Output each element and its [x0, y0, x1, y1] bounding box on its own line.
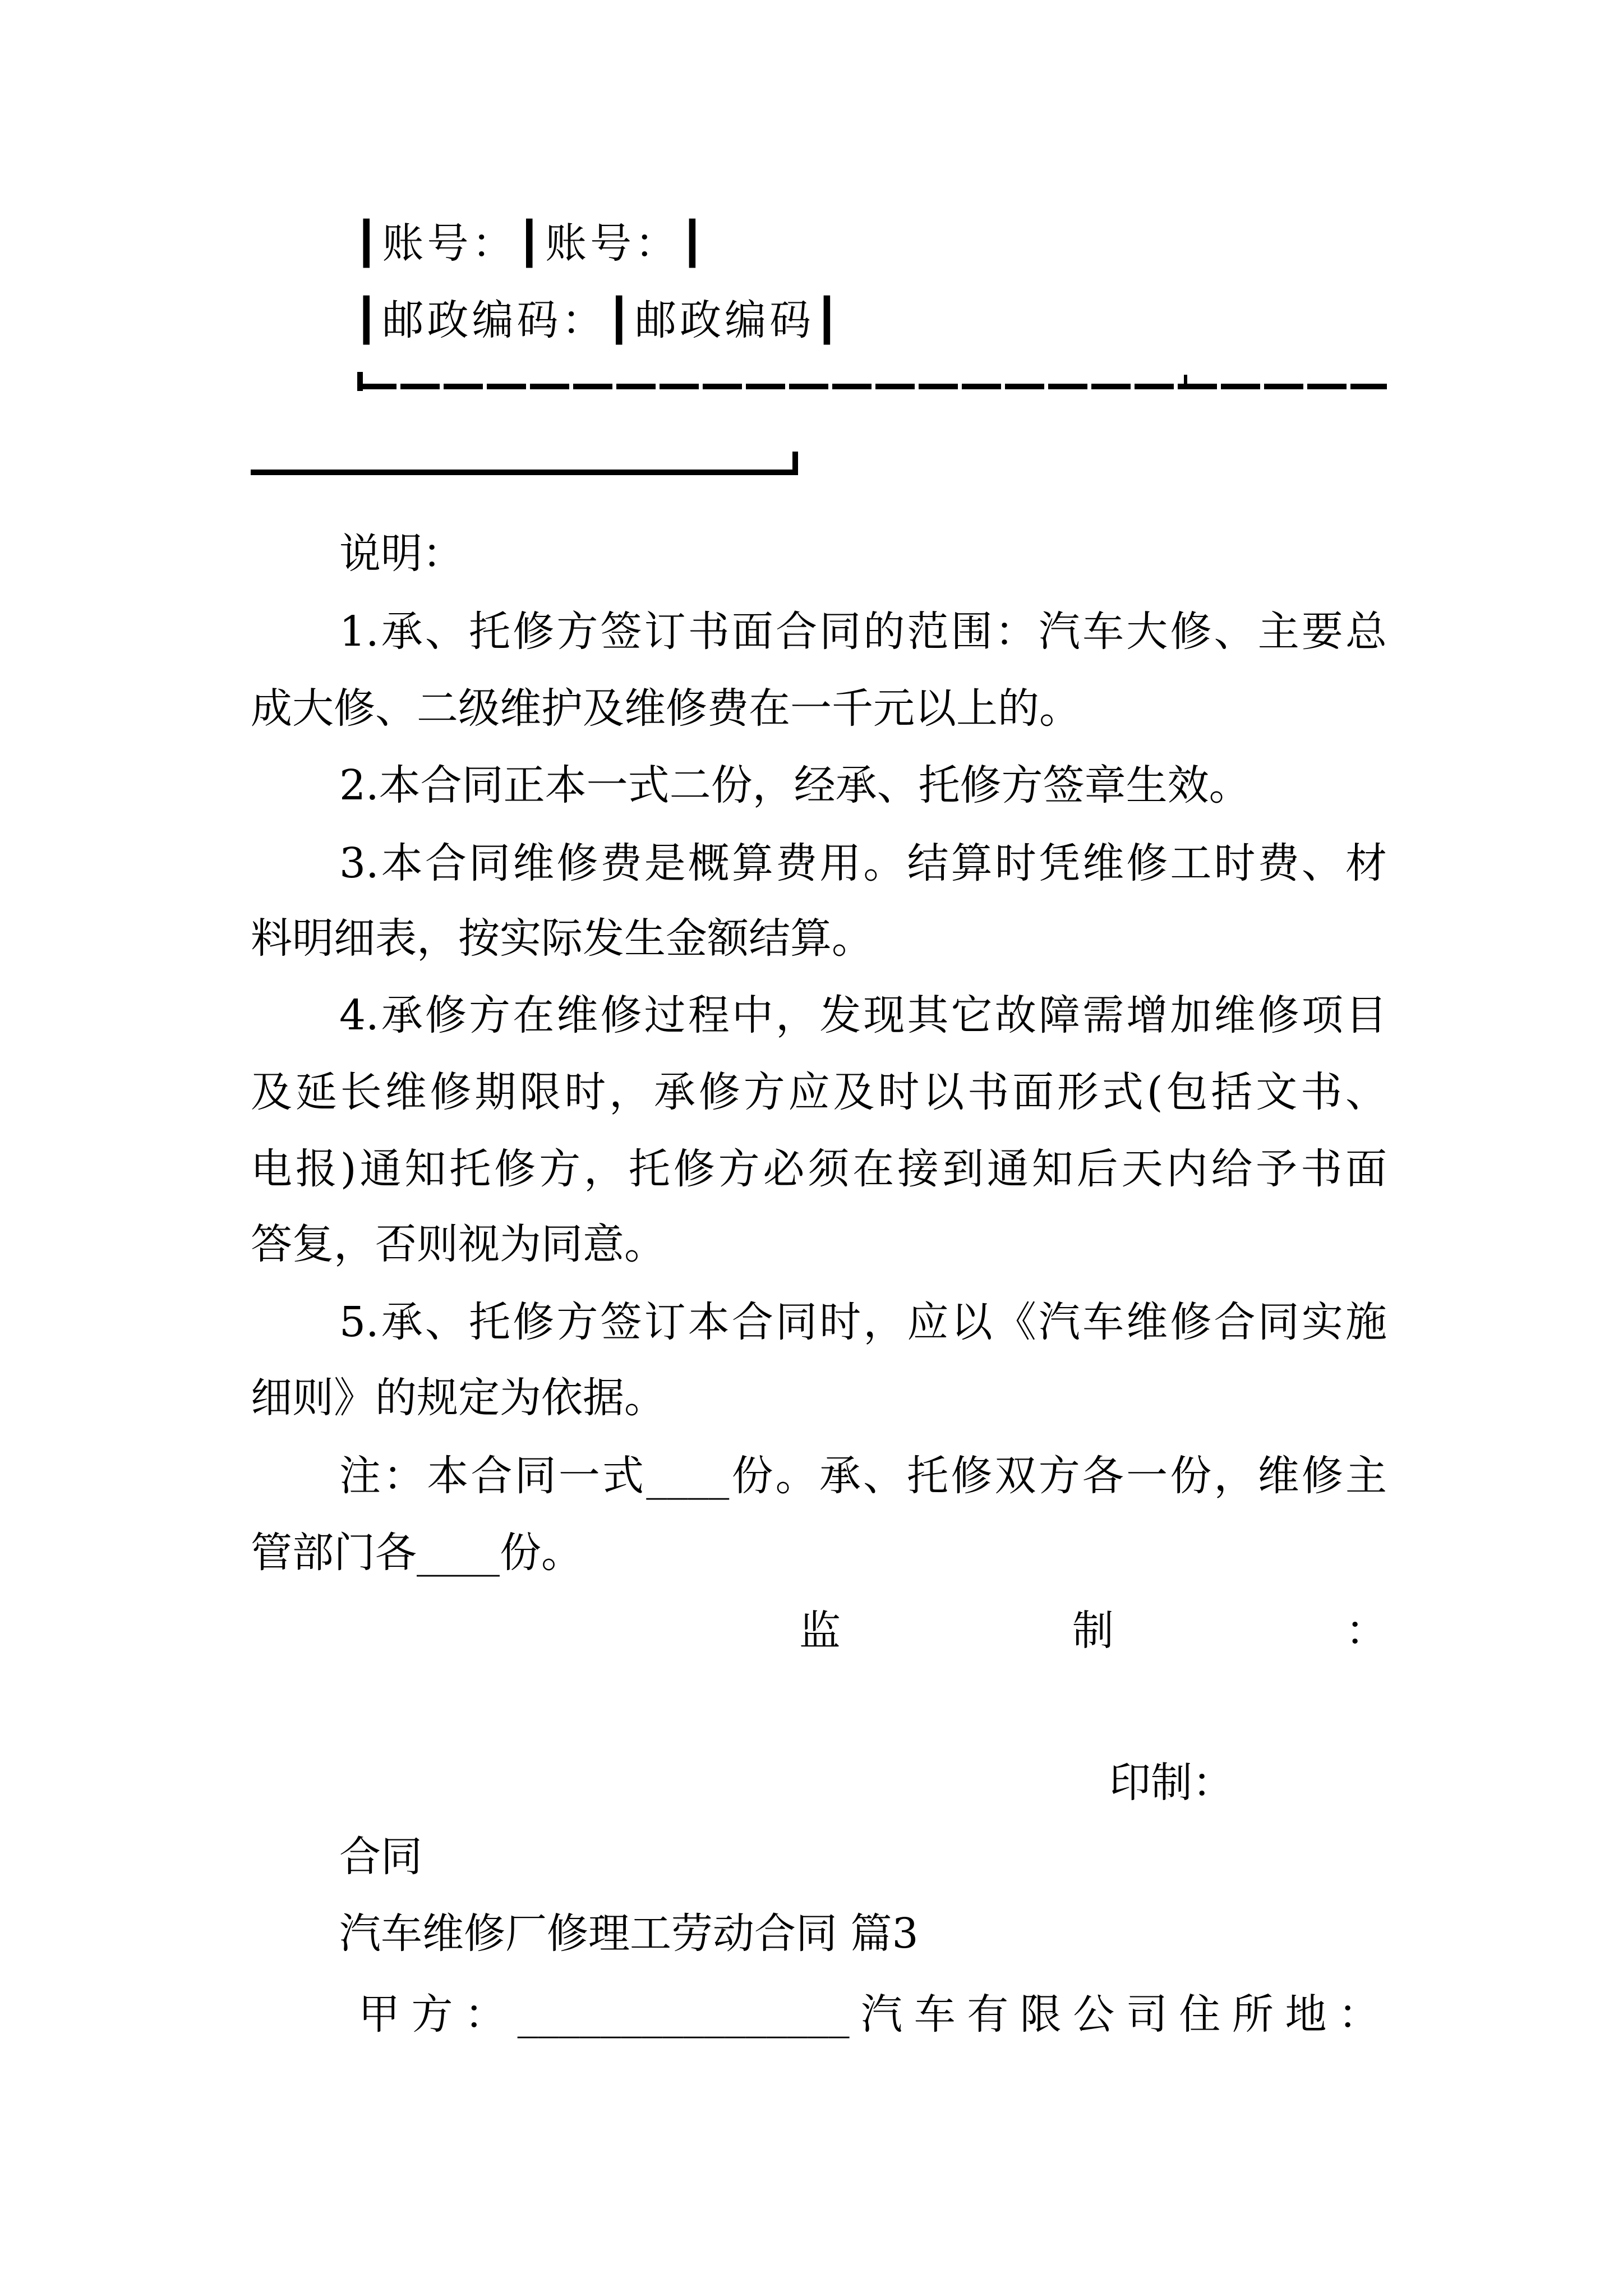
postcode-row: ┃邮政编码：┃邮政编码┃	[354, 296, 843, 344]
notes-item-5-line-1: 5.承、托修方签订本合同时，应以《汽车维修合同实施	[339, 1298, 1387, 1346]
printed-by-label: 印制：	[1109, 1759, 1234, 1807]
next-article-title: 汽车维修厂修理工劳动合同 篇3	[339, 1910, 919, 1958]
notes-heading: 说明：	[339, 530, 464, 578]
notes-item-4-line-4: 答复，否则视为同意。	[251, 1220, 666, 1268]
supervised-by-label: 监制：	[799, 1607, 1387, 1655]
party-a-line: 甲方：________________汽车有限公司住所地：	[358, 1990, 1380, 2039]
table-border-line-lower	[251, 470, 798, 475]
remark-line-1: 注：本合同一式____份。承、托修双方各一份，维修主	[339, 1452, 1387, 1500]
notes-item-4-line-3: 电报)通知托修方，托修方必须在接到通知后天内给予书面	[251, 1145, 1387, 1193]
notes-item-1-line-2: 成大修、二级维护及维修费在一千元以上的。	[251, 684, 1081, 733]
table-border-corner-right	[792, 452, 798, 475]
table-border-line-upper	[357, 384, 1387, 389]
notes-item-3-line-2: 料明细表，按实际发生金额结算。	[251, 914, 873, 963]
notes-item-3-line-1: 3.本合同维修费是概算费用。结算时凭维修工时费、材	[339, 839, 1387, 887]
notes-item-4-line-1: 4.承修方在维修过程中，发现其它故障需增加维修项目	[339, 991, 1387, 1039]
notes-item-5-line-2: 细则》的规定为依据。	[251, 1374, 666, 1422]
table-border-junction	[1184, 375, 1187, 386]
notes-item-1-line-1: 1.承、托修方签订书面合同的范围：汽车大修、主要总	[339, 608, 1387, 656]
notes-item-4-line-2: 及延长维修期限时，承修方应及时以书面形式(包括文书、	[251, 1068, 1387, 1116]
contract-heading: 合同	[339, 1833, 422, 1881]
remark-line-2: 管部门各____份。	[251, 1529, 583, 1577]
notes-item-2-line-1: 2.本合同正本一式二份，经承、托修方签章生效。	[339, 761, 1251, 809]
account-number-row: ┃账号：┃账号：┃	[354, 219, 708, 268]
